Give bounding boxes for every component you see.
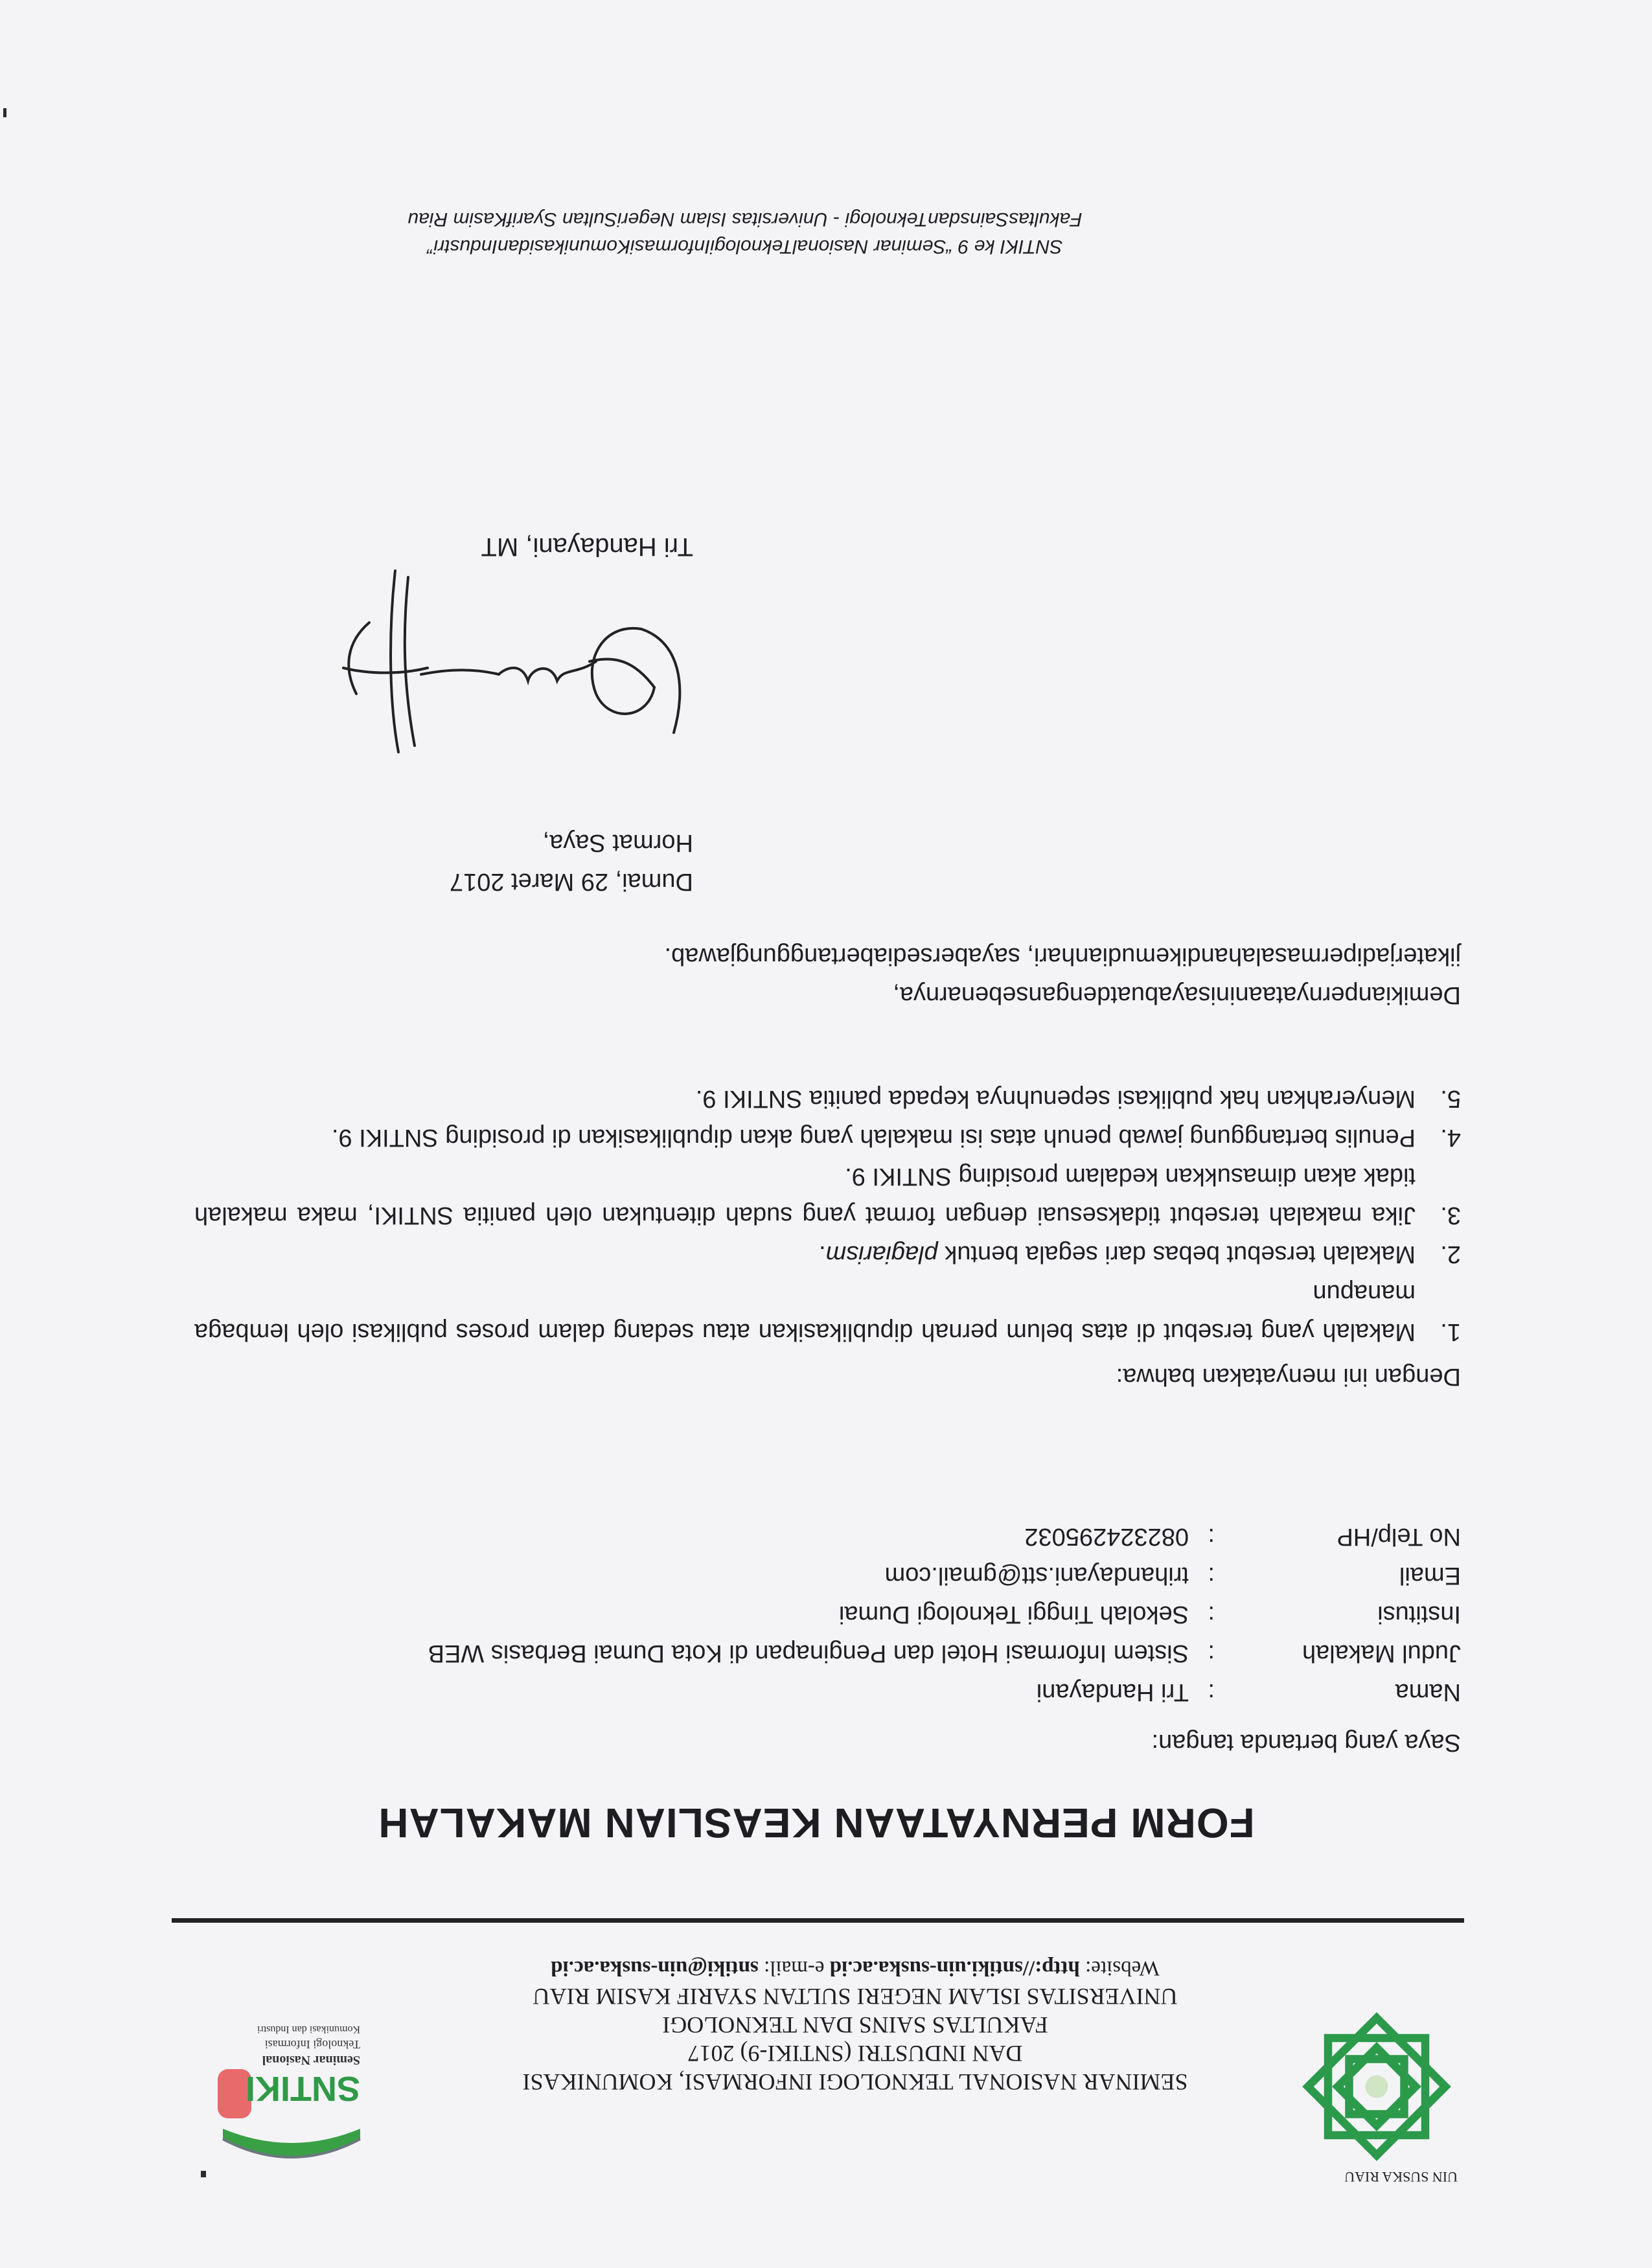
footer-line: FakultasSainsdanTeknologi - Universitas Islam NegeriSultan SyarifKasim Riau <box>407 209 1083 230</box>
statement-text-italic: plagiarism <box>825 1241 938 1268</box>
statement-text: Makalah yang tersebut di atas belum pernah dipublikasikan atau sedang dalam proses publikasi oleh lembaga manapun <box>194 1279 1416 1346</box>
statement-text-part: Makalah tersebut bebas dari segala bentuk <box>937 1241 1416 1268</box>
letterhead-line: SEMINAR NASIONAL TEKNOLOGI INFORMASI, KOMUNIKASI <box>522 2069 1188 2095</box>
statement-number: 3. <box>1440 1202 1461 1229</box>
statement-number: 5. <box>1440 1085 1461 1112</box>
field-value: trihandayani.stt@gmail.com <box>884 1562 1189 1589</box>
regards: Hormat Saya, <box>542 829 693 856</box>
field-value: Sistem Informasi Hotel dan Penginapan di Kota Dumai Berbasis WEB <box>428 1640 1189 1667</box>
form-intro: Saya yang bertanda tangan: <box>1151 1729 1461 1756</box>
statement-item <box>194 1274 1461 1351</box>
statement-text: Penulis bertanggung jawab penuh atas isi makalah yang akan dipublikasikan di prosiding SNTIKI 9. <box>331 1124 1416 1151</box>
handwritten-signature <box>330 564 693 772</box>
field-value: Sekolah Tinggi Teknologi Dumai <box>838 1601 1189 1628</box>
letterhead <box>0 1931 1652 2268</box>
form-title: FORM PERNYATAAN KEASLIAN MAKALAH <box>378 1800 1255 1846</box>
field-value: 082324295032 <box>1024 1523 1189 1550</box>
uin-caption: UIN SUSKA RIAU <box>1344 2169 1458 2185</box>
field-separator: : <box>1208 1678 1215 1706</box>
statement-list <box>194 1079 1461 1351</box>
statement-number: 4. <box>1440 1124 1461 1151</box>
statement-intro: Dengan ini menyatakan bahwa: <box>1116 1363 1461 1390</box>
statement-item <box>194 1235 1461 1274</box>
sntiki-logo-tagline: Teknologi Informasi <box>264 2038 360 2051</box>
statement-text <box>194 1235 1416 1274</box>
letterhead-divider <box>172 1918 1464 1923</box>
sntiki-logo-tagline: Komunikasi dan Industri <box>257 2024 360 2035</box>
field-separator: : <box>1208 1640 1215 1667</box>
statement-number: 2. <box>1440 1241 1461 1268</box>
letterhead-line: FAKULTAS SAINS DAN TEKNOLOGI <box>662 2012 1048 2038</box>
statement-item <box>194 1079 1461 1118</box>
website-label: Website: <box>1079 1956 1160 1980</box>
email-link[interactable]: sntiki@uin-suska.ac.id <box>551 1956 759 1980</box>
field-value: Tri Handayani <box>1036 1678 1189 1706</box>
statement-text: Jika makalah tersebut tidaksesuai dengan format yang sudah ditentukan oleh panitia SNTIKI, maka makalah tidak akan dimasukkan kedalam prosiding SNTIKI 9. <box>194 1163 1416 1229</box>
statement-text-part: . <box>819 1241 826 1268</box>
letterhead-line: UNIVERSITAS ISLAM NEGERI SULTAN SYARIF KASIM RIAU <box>533 1984 1178 2010</box>
closing-line: Demikianpernyataaninisayabuatdengansebenarnya, <box>893 981 1461 1009</box>
field-label: No Telp/HP <box>1337 1523 1461 1550</box>
field-label: Nama <box>1395 1678 1461 1706</box>
field-separator: : <box>1208 1523 1215 1550</box>
signature-block <box>240 823 693 901</box>
sntiki-logo-tagline: Seminar Nasional <box>262 2053 360 2067</box>
statement-number: 1. <box>1440 1318 1461 1346</box>
field-label: Institusi <box>1377 1601 1461 1628</box>
statement-item <box>194 1157 1461 1235</box>
sntiki-logo-name: SNTIKI <box>245 2069 360 2108</box>
sntiki-logo <box>207 2012 376 2168</box>
closing-line: jikaterjadipermasalahandikemudianhari, sayabersediabertanggungjawab. <box>664 943 1461 970</box>
letterhead-line: DAN INDUSTRI (SNTIKI-9) 2017 <box>687 2041 1023 2067</box>
letterhead-text <box>499 1954 1211 2096</box>
statement-text: Menyerahkan hak publikasi sepenuhnya kepada panitia SNTIKI 9. <box>695 1085 1416 1112</box>
signer-name: Tri Handayani, MT <box>481 533 693 561</box>
field-separator: : <box>1208 1601 1215 1628</box>
statement-item <box>194 1118 1461 1157</box>
page-footer <box>292 205 1199 260</box>
field-label: Judul Makalah <box>1302 1640 1461 1667</box>
closing-paragraph <box>194 937 1461 1014</box>
email-label: e-mail: <box>758 1956 830 1980</box>
footer-line: SNTIKI ke 9 “Seminar NasionalTeknologiInformasiKomunikasidanIndustri” <box>427 236 1063 257</box>
uin-suska-logo <box>1296 2006 1458 2168</box>
scan-speck <box>3 108 6 117</box>
website-link[interactable]: http://sntiki.uin-suska.ac.id <box>829 1956 1080 1980</box>
place-date: Dumai, 29 Maret 2017 <box>450 868 693 895</box>
field-label: Email <box>1399 1562 1461 1589</box>
field-separator: : <box>1208 1562 1215 1589</box>
letterhead-contact <box>499 1954 1211 1982</box>
